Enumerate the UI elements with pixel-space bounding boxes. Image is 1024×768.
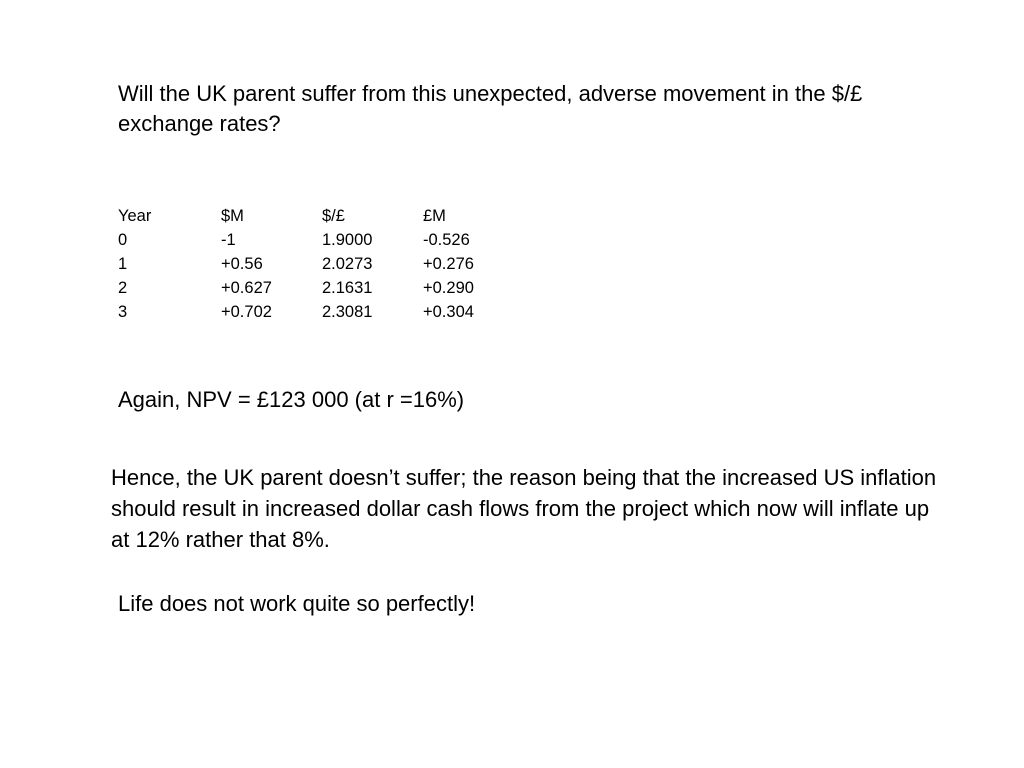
question-text: Will the UK parent suffer from this unexpected, adverse movement in the $/£ exchange rates?	[118, 81, 863, 136]
closing-remark: Life does not work quite so perfectly!	[118, 591, 476, 616]
table-header-row	[118, 204, 503, 228]
table-cell: +0.290	[423, 278, 474, 297]
table-cell: 1.9000	[322, 230, 373, 249]
explanation-paragraph: Hence, the UK parent doesn’t suffer; the reason being that the increased US inflation should result in increased dollar cash flows from the project which now will inflate up at 12% rather that 8%.	[111, 465, 937, 552]
table-row	[118, 228, 503, 252]
table-cell: +0.627	[221, 278, 272, 297]
table-cell: +0.304	[423, 302, 474, 321]
table-cell: +0.56	[221, 254, 263, 273]
table-cell: +0.276	[423, 254, 474, 273]
column-header-year: Year	[118, 206, 152, 225]
table-row	[118, 300, 503, 324]
column-header-exchange-rate: $/£	[322, 206, 345, 225]
table-cell: 3	[118, 302, 128, 321]
table-row	[118, 252, 503, 276]
table-row	[118, 276, 503, 300]
table-cell: -1	[221, 230, 236, 249]
table-cell: +0.702	[221, 302, 272, 321]
column-header-pound-m: £M	[423, 206, 446, 225]
npv-statement: Again, NPV = £123 000 (at r =16%)	[118, 387, 465, 412]
table-cell: 2.3081	[322, 302, 373, 321]
table-cell: 2.0273	[322, 254, 373, 273]
table-cell: 2	[118, 278, 128, 297]
table-cell: 2.1631	[322, 278, 373, 297]
column-header-dollar-m: $M	[221, 206, 244, 225]
table-cell: 0	[118, 230, 128, 249]
exchange-rate-table	[118, 204, 503, 324]
table-cell: -0.526	[423, 230, 470, 249]
table-cell: 1	[118, 254, 128, 273]
